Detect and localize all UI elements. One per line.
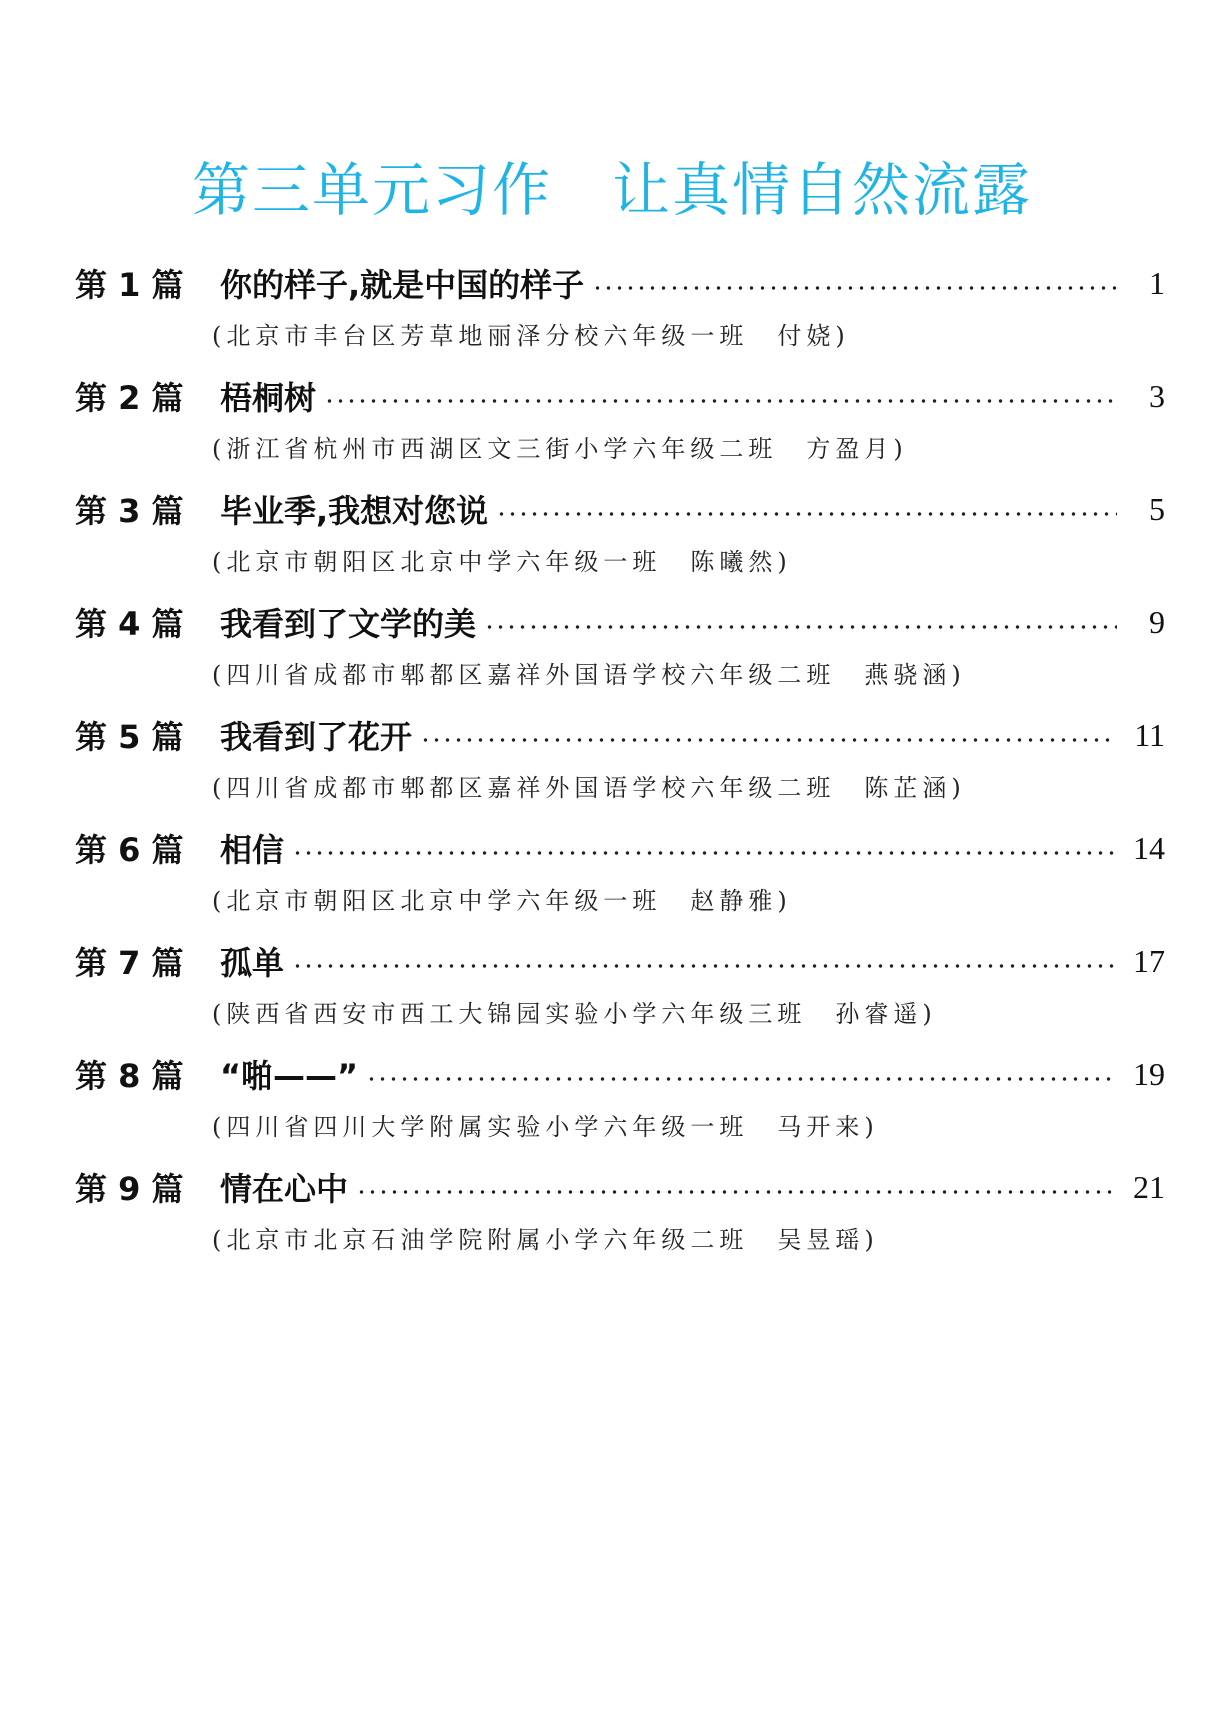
dot-leader [484,625,1117,629]
entry-title[interactable]: 我看到了花开 [220,718,413,756]
dot-leader [592,286,1117,290]
entry-author-source: (北京市朝阳区北京中学六年级一班 赵静雅) [212,887,792,915]
toc-entry-line [75,710,1165,760]
entry-page-number[interactable]: 21 [1133,1168,1165,1205]
entry-title[interactable]: “啪——” [220,1057,359,1095]
dot-leader [496,512,1117,516]
entry-page-number[interactable]: 11 [1134,716,1165,753]
toc-entry-line [75,371,1165,421]
entry-author-source: (四川省成都市郫都区嘉祥外国语学校六年级二班 燕骁涵) [212,661,966,689]
entry-page-number[interactable]: 17 [1133,942,1165,979]
dot-leader [324,399,1117,403]
entry-title[interactable]: 我看到了文学的美 [220,605,477,643]
entry-number: 第 2 篇 [75,379,184,417]
entry-title[interactable]: 毕业季,我想对您说 [220,492,489,530]
entry-page-number[interactable]: 3 [1149,377,1165,414]
entry-page-number[interactable]: 19 [1133,1055,1165,1092]
entry-number: 第 9 篇 [75,1170,184,1208]
entry-author-source: (四川省成都市郫都区嘉祥外国语学校六年级二班 陈芷涵) [212,774,966,802]
entry-title[interactable]: 你的样子,就是中国的样子 [220,266,585,304]
entry-title[interactable]: 情在心中 [220,1170,349,1208]
toc-entry[interactable] [0,484,1224,594]
toc-entry-line [75,823,1165,873]
toc-entry[interactable] [0,823,1224,933]
entry-author-source: (北京市丰台区芳草地丽泽分校六年级一班 付娆) [212,322,850,350]
entry-author-source: (浙江省杭州市西湖区文三街小学六年级二班 方盈月) [212,435,908,463]
toc-entry[interactable] [0,936,1224,1046]
unit-heading: 第三单元习作 让真情自然流露 [191,156,1032,224]
toc-entry-line [75,597,1165,647]
dot-leader [420,738,1116,742]
toc-entry-line [75,484,1165,534]
entry-number: 第 3 篇 [75,492,184,530]
entry-title[interactable]: 梧桐树 [220,379,317,417]
toc-entry-line [75,258,1165,308]
toc-entry-line [75,1049,1165,1099]
entry-author-source: (北京市北京石油学院附属小学六年级二班 吴昱瑶) [212,1226,879,1254]
entry-number: 第 6 篇 [75,831,184,869]
toc-entry[interactable] [0,710,1224,820]
toc-entry[interactable] [0,1162,1224,1272]
entry-page-number[interactable]: 14 [1133,829,1165,866]
entry-author-source: (陕西省西安市西工大锦园实验小学六年级三班 孙睿遥) [212,1000,937,1028]
dot-leader [356,1190,1115,1194]
toc-entry[interactable] [0,258,1224,368]
dot-leader [292,964,1115,968]
entry-number: 第 5 篇 [75,718,184,756]
toc-entry[interactable] [0,371,1224,481]
entry-title[interactable]: 孤单 [220,944,285,982]
entry-number: 第 8 篇 [75,1057,184,1095]
entry-title[interactable]: 相信 [220,831,285,869]
entry-page-number[interactable]: 9 [1149,603,1165,640]
toc-entry-line [75,936,1165,986]
toc-entry[interactable] [0,1049,1224,1159]
entry-page-number[interactable]: 1 [1149,264,1165,301]
entry-author-source: (四川省四川大学附属实验小学六年级一班 马开来) [212,1113,879,1141]
dot-leader [292,851,1115,855]
entry-page-number[interactable]: 5 [1149,490,1165,527]
entry-number: 第 4 篇 [75,605,184,643]
toc-entry-line [75,1162,1165,1212]
entry-number: 第 1 篇 [75,266,184,304]
entry-author-source: (北京市朝阳区北京中学六年级一班 陈曦然) [212,548,792,576]
dot-leader [366,1077,1115,1081]
entry-number: 第 7 篇 [75,944,184,982]
toc-entry[interactable] [0,597,1224,707]
